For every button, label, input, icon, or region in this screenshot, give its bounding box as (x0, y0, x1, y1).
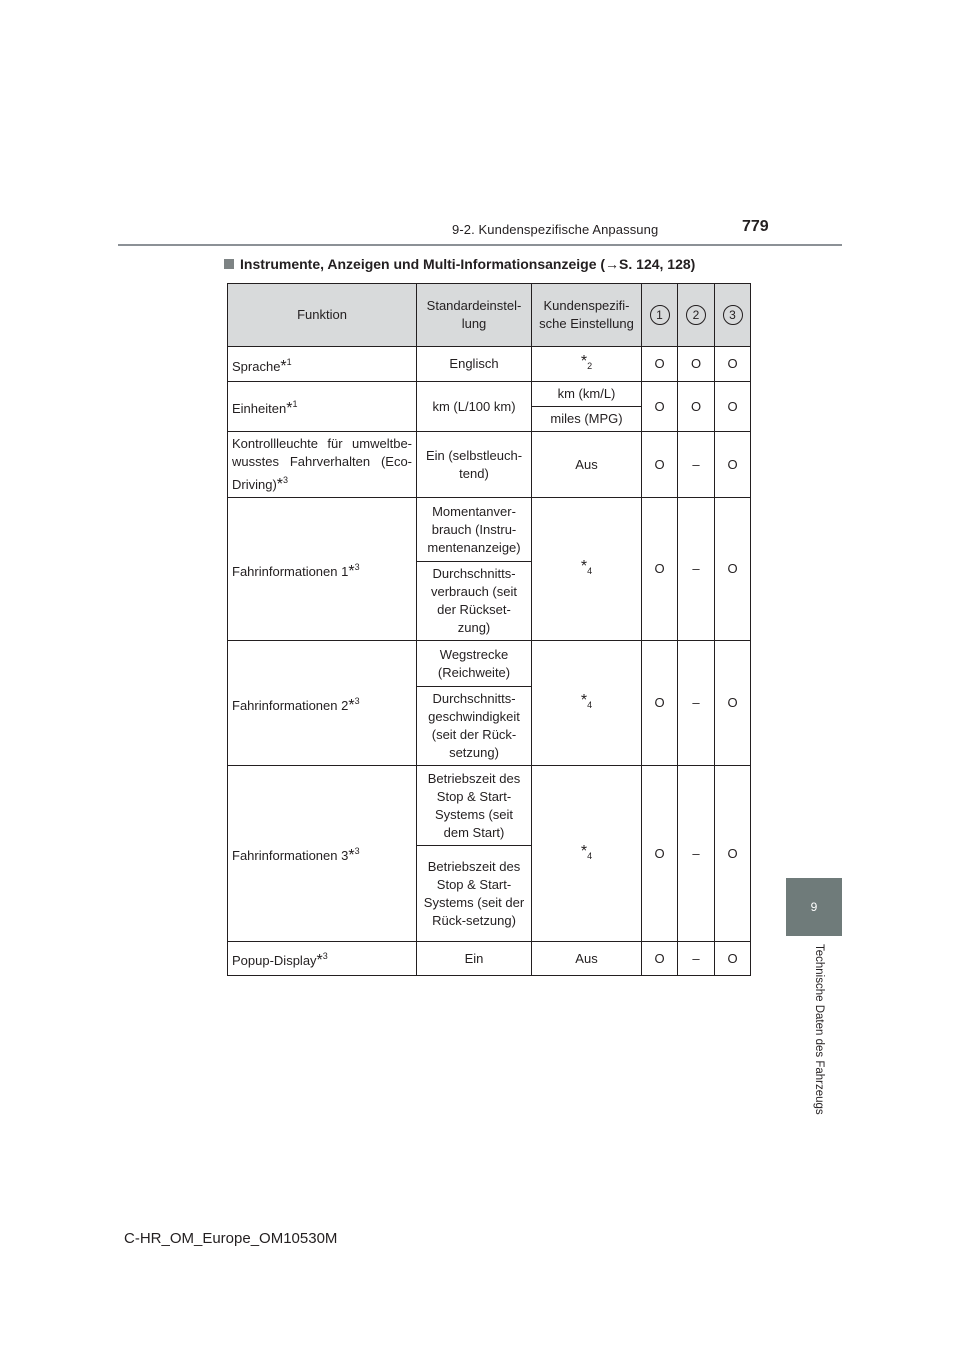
custom-cell (532, 766, 642, 942)
header-mode-2 (678, 284, 715, 347)
footnote-number: 1 (292, 399, 298, 409)
chapter-title: Technische Daten des Fahrzeugs (813, 944, 825, 1115)
settings-table (227, 283, 751, 976)
mode-2-cell: O (678, 347, 715, 382)
table-row (228, 382, 751, 407)
footnote-star: * (280, 357, 287, 375)
section-title (224, 256, 784, 272)
custom-cell (532, 641, 642, 766)
footnote-star: * (580, 842, 588, 860)
chapter-tab (786, 878, 842, 936)
function-label: Fahrinformationen 1 (232, 563, 349, 579)
custom-cell: Aus (532, 942, 642, 976)
function-cell (228, 498, 417, 641)
footnote-star: * (348, 696, 355, 714)
bullet-square-icon (224, 259, 234, 269)
footnote-star: * (580, 558, 588, 575)
table-row (228, 432, 751, 498)
table-row (228, 766, 751, 846)
circled-number-2: 2 (686, 305, 706, 325)
table-row (228, 641, 751, 687)
mode-3-cell: O (715, 432, 751, 498)
mode-2-cell: O (678, 382, 715, 432)
default-cell: km (L/100 km) (417, 382, 532, 432)
mode-2-cell: – (678, 498, 715, 641)
mode-3-cell: O (715, 347, 751, 382)
mode-3-cell: O (715, 641, 751, 766)
function-label: Kontrollleuchte für umweltbe-wusstes Fahrverhalten (Eco-Driving) (232, 436, 412, 492)
default-cell: Durchschnitts-verbrauch (seit der Rückset-zung) (417, 562, 532, 641)
mode-2-cell: – (678, 766, 715, 942)
default-cell: Durchschnitts-geschwindigkeit (seit der Rück-setzung) (417, 687, 532, 766)
mode-1-cell: O (642, 382, 678, 432)
function-cell (228, 432, 417, 498)
function-cell (228, 347, 417, 382)
footnote-number: 1 (286, 356, 292, 367)
mode-1-cell: O (642, 766, 678, 942)
table-row (228, 498, 751, 562)
footnote-star: * (286, 400, 293, 417)
footnote-number: 4 (587, 566, 593, 576)
footnote-number: 3 (354, 695, 360, 706)
mode-2-cell: – (678, 641, 715, 766)
default-cell: Momentanver-brauch (Instru-mentenanzeige) (417, 498, 532, 562)
default-cell: Betriebszeit des Stop & Start-Systems (seit der Rück-setzung) (417, 846, 532, 942)
mode-3-cell: O (715, 942, 751, 976)
function-cell (228, 641, 417, 766)
function-label: Fahrinformationen 2 (232, 697, 349, 713)
table-row (228, 942, 751, 976)
custom-cell: Aus (532, 432, 642, 498)
function-label: Fahrinformationen 3 (232, 848, 349, 863)
header-default: Standardeinstel-lung (417, 284, 532, 347)
chapter-number: 9 (810, 900, 818, 914)
function-label: Sprache (232, 358, 281, 374)
table-header-row (228, 284, 751, 347)
mode-2-cell: – (678, 942, 715, 976)
footnote-number: 3 (354, 561, 360, 572)
custom-cell: miles (MPG) (532, 407, 642, 432)
footnote-star: * (580, 353, 588, 370)
section-header: 9-2. Kundenspezifische Anpassung (452, 222, 659, 237)
function-cell (228, 942, 417, 976)
header-custom: Kundenspezifi-sche Einstellung (532, 284, 642, 347)
custom-cell (532, 498, 642, 641)
header-divider (118, 244, 842, 246)
mode-1-cell: O (642, 432, 678, 498)
default-cell: Englisch (417, 347, 532, 382)
circled-number-3: 3 (723, 305, 743, 325)
footnote-number: 4 (587, 850, 593, 861)
footnote-number: 3 (322, 951, 328, 961)
footnote-star: * (276, 476, 284, 493)
header-mode-3 (715, 284, 751, 347)
default-cell: Ein (selbstleuch-tend) (417, 432, 532, 498)
default-cell: Betriebszeit des Stop & Start-Systems (seit dem Start) (417, 766, 532, 846)
table-row (228, 347, 751, 382)
document-id: C-HR_OM_Europe_OM10530M (124, 1230, 338, 1247)
mode-1-cell: O (642, 641, 678, 766)
function-cell (228, 766, 417, 942)
default-cell: Wegstrecke (Reichweite) (417, 641, 532, 687)
page-number: 779 (742, 218, 769, 235)
mode-2-cell: – (678, 432, 715, 498)
section-title-text: Instrumente, Anzeigen und Multi-Informationsanzeige (→S. 124, 128) (240, 256, 696, 272)
mode-1-cell: O (642, 942, 678, 976)
default-cell: Ein (417, 942, 532, 976)
footnote-number: 2 (587, 361, 593, 371)
header-function: Funktion (228, 284, 417, 347)
function-label: Einheiten (232, 401, 287, 416)
custom-cell: km (km/L) (532, 382, 642, 407)
function-label: Popup-Display (232, 953, 317, 968)
mode-3-cell: O (715, 766, 751, 942)
footnote-star: * (580, 692, 588, 709)
mode-3-cell: O (715, 498, 751, 641)
footnote-number: 4 (587, 700, 593, 710)
header-mode-1 (642, 284, 678, 347)
mode-1-cell: O (642, 347, 678, 382)
circled-number-1: 1 (650, 305, 670, 325)
footnote-star: * (348, 847, 355, 864)
footnote-number: 3 (354, 846, 360, 856)
mode-3-cell: O (715, 382, 751, 432)
mode-1-cell: O (642, 498, 678, 641)
footnote-star: * (348, 562, 355, 580)
custom-cell (532, 347, 642, 382)
function-cell (228, 382, 417, 432)
footnote-star: * (316, 952, 323, 969)
footnote-number: 3 (283, 475, 289, 485)
